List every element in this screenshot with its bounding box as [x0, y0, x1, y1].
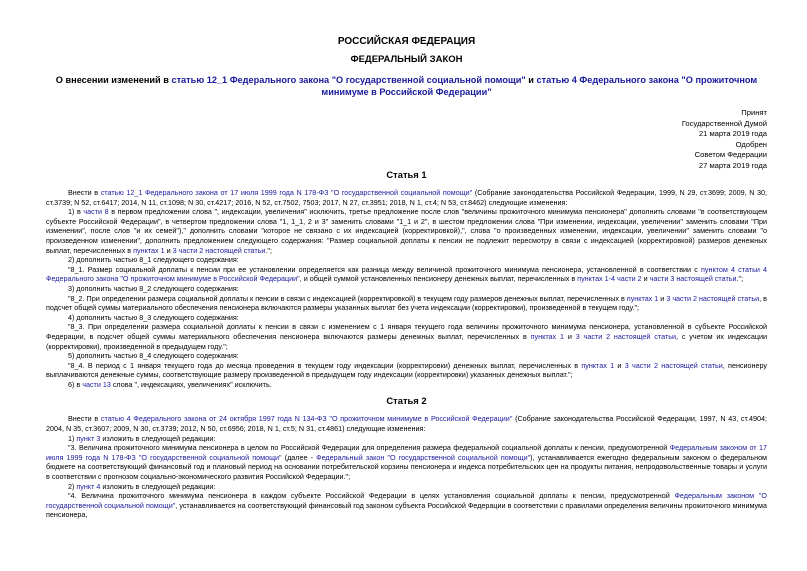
law-type-heading: ФЕДЕРАЛЬНЫЙ ЗАКОН [350, 54, 463, 65]
article-1-item-2: 2) дополнить частью 8_1 следующего содержания: [68, 255, 239, 265]
article-1-item-3: 3) дополнить частью 8_2 следующего содержания: [68, 283, 239, 293]
quote-8-2: "8_2. При определении размера социальной доплаты к пенсии в связи с индексацией (корректировкой) в текущем году размеров денежных выплат, перечисленных в пунктах 1 и 3 части 2 настоящей статьи, в подсчет общей суммы материального обеспечения пенсионера включаются размеры указанных выплат без учета индексации (корректировки), произведенной в текущем году."; [46, 293, 767, 313]
title-link-article-12-1[interactable]: статью 12_1 Федерального закона "О государственной социальной помощи" [171, 75, 526, 85]
adoption-line: Одобрен [735, 139, 767, 149]
link-law-178[interactable]: статью 12_1 Федерального закона от 17 июля 1999 года N 178-ФЗ "О государственной социальной помощи" [100, 188, 473, 197]
link-item-4-article-4[interactable]: пунктом 4 статьи 4 Федерального закона "О прожиточном минимуме в Российской Федерации" [46, 264, 768, 284]
link-item-4[interactable]: пункт 4 [76, 481, 101, 491]
link-items-1-4-part-2[interactable]: пунктах 1-4 части 2 [577, 274, 642, 284]
article-2-intro: Внести в статью 4 Федерального закона от 24 октября 1997 года N 134-ФЗ "О прожиточном минимуме в Российской Федерации" (Собрание законодательства Российской Федерации, 1997, N 43, ст.4904; 2004, N 35, ст.3607; 2009, N 30, ст.3739; 2012, N 50, ст.6956; 2018, N 1, ст.5; N 31, ст.4861) следующие изменения: [46, 414, 767, 434]
article-1-item-1: 1) в части 8 в первом предложении слова ", индексации, увеличения" исключить, третье предложение после слов "величины прожиточного минимума пенсионера" дополнить словами "в соответствующем субъекте Российской Федерации", в четвертом предложении слова "1, 1_1, 2 и 3" заменить словами "1_1 и 2", в шестом предложении слова "При изменении, индексации, увеличении" заменить словами "При изменении", после слов "и их семей")," дополнить словами "которое не связано с их индексацией (корректировкой),", слова "о произведенных изменении, индексации, увеличении" заменить словами "о произведенном изменении", дополнить предложением следующего содержания: "Размер социальной доплаты к пенсии не подлежит пересмотру в связи с индексацией (корректировкой) размеров денежных выплат, перечисленных в пунктах 1 и 3 части 2 настоящей статьи."; [46, 207, 768, 255]
link-part-8[interactable]: части 8 [83, 207, 109, 217]
link-part-13[interactable]: части 13 [82, 379, 111, 389]
link-items-1[interactable]: пунктах 1 [626, 293, 659, 303]
link-items-1[interactable]: пунктах 1 [133, 245, 165, 255]
article-1-item-5: 5) дополнить частью 8_4 следующего содержания: [68, 351, 239, 361]
title-link-article-4[interactable]: статью 4 Федерального закона "О прожиточном минимуме в Российской Федерации" [321, 75, 758, 97]
country-heading: РОССИЙСКАЯ ФЕДЕРАЦИЯ [337, 36, 476, 47]
quote-item-3: "3. Величина прожиточного минимума пенсионера в целом по Российской Федерации для определения размера федеральной социальной доплаты к пенсии, предусмотренной Федеральным законом от 17 июля 1999 года N 178-ФЗ "О государственной социальной помощи" (далее - Федеральный закон "О государственной социальной помощи"), устанавливается ежегодно федеральным законом о федеральном бюджете на соответствующий финансовый год и плановый период на основании потребительской корзины пенсионера и индекса потребительских цен на продукты питания, непродовольственные товары и услуги в соответствии с прогнозом социально-экономического развития Российской Федерации."; [46, 443, 768, 482]
quote-8-4: "8_4. В период с 1 января текущего года до месяца проведения в текущем году индексации (корректировки) денежных выплат, перечисленных в пунктах 1 и 3 части 2 настоящей статьи, пенсионеру выплачиваются денежные суммы, соответствующие размеру произведенной в предыдущем году индексации (корректировки) указанных денежных выплат."; [46, 360, 768, 380]
adoption-line: Принят [741, 108, 767, 117]
article-2-item-1: 1) пункт 3 изложить в следующей редакции: [68, 433, 216, 443]
article-2-heading: Статья 2 [386, 395, 427, 407]
link-part-2-item-3[interactable]: 3 части 2 настоящей статьи [624, 360, 723, 370]
law-title: О внесении изменений в статью 12_1 Федерального закона "О государственной социальной помощи" и статью 4 Федерального закона "О прожиточном минимуме в Российской Федерации" [55, 75, 758, 97]
article-1-item-6: 6) в части 13 слова ", индексациях, увеличениях" исключить. [68, 379, 272, 389]
link-items-1[interactable]: пунктах 1 [530, 331, 564, 341]
link-law-178-full[interactable]: Федеральным законом от 17 июля 1999 года N 178-ФЗ "О государственной социальной помощи" [46, 443, 767, 462]
adoption-info [46, 108, 767, 171]
link-law-social-aid[interactable]: Федеральный закон "О государственной социальной помощи" [316, 452, 531, 462]
link-part-2-item-3[interactable]: 3 части 2 настоящей статьи [172, 245, 266, 255]
article-1-heading: Статья 1 [386, 169, 427, 180]
link-part-2-item-3[interactable]: 3 части 2 настоящей статьи [666, 293, 760, 303]
quote-8-1: "8_1. Размер социальной доплаты к пенсии при ее установлении определяется как разница между величиной прожиточного минимума пенсионера, установленной в соответствии с пунктом 4 статьи 4 Федерального закона "О прожиточном минимуме в Российской Федерации", и общей суммой установленных пенсионеру денежных выплат, перечисленных в пунктах 1-4 части 2 и части 3 настоящей статьи."; [46, 264, 768, 284]
link-law-134[interactable]: статью 4 Федерального закона от 24 октября 1997 года N 134-ФЗ "О прожиточном минимуме в Российской Федерации" [100, 414, 513, 424]
adoption-line: Советом Федерации [694, 150, 767, 159]
link-part-2-item-3[interactable]: 3 части 2 настоящей статьи [575, 331, 676, 341]
article-1-intro: Внести в статью 12_1 Федерального закона от 17 июля 1999 года N 178-ФЗ "О государственной социальной помощи" (Собрание законодательства Российской Федерации, 1999, N 29, ст.3699; 2009, N 30, ст.3739; N 52, ст.6417; 2014, N 11, ст.1098; N 30, ст.4217; 2016, N 52, ст.7502, 7503; 2017, N 27, ст.3951; 2018, N 1, ст.4; N 53, ст.8462) следующие изменения: [46, 188, 767, 207]
adoption-line: Государственной Думой [681, 118, 767, 128]
adoption-line: 27 марта 2019 года [698, 160, 767, 170]
link-items-1[interactable]: пунктах 1 [581, 360, 615, 370]
link-item-3[interactable]: пункт 3 [76, 433, 101, 443]
article-1-item-4: 4) дополнить частью 8_3 следующего содержания: [68, 312, 239, 322]
quote-8-3: "8_3. При определении размера социальной доплаты к пенсии в связи с изменением с 1 января текущего года величины прожиточного минимума пенсионера, установленной в субъекте Российской Федерации, в подсчет общей суммы материального обеспечения пенсионера включаются размеры денежных выплат, перечисленных в пунктах 1 и 3 части 2 настоящей статьи, с учетом их индексации (корректировки), произведенной в предыдущем году."; [46, 322, 767, 351]
article-2-item-2: 2) пункт 4 изложить в следующей редакции: [68, 481, 216, 491]
link-law-social-aid[interactable]: Федеральным законом "О государственной социальной помощи" [46, 491, 767, 510]
link-part-3[interactable]: части 3 настоящей статьи [649, 274, 737, 284]
quote-item-4: "4. Величина прожиточного минимума пенсионера в каждом субъекте Российской Федерации в целях установления социальной доплаты к пенсии, предусмотренной Федеральным законом "О государственной социальной помощи", устанавливается на соответствующий финансовый год законом субъекта Российской Федерации в соответствии с правилами определения величины прожиточного минимума пенсионера, [46, 491, 767, 520]
adoption-line: 21 марта 2019 года [698, 129, 767, 138]
